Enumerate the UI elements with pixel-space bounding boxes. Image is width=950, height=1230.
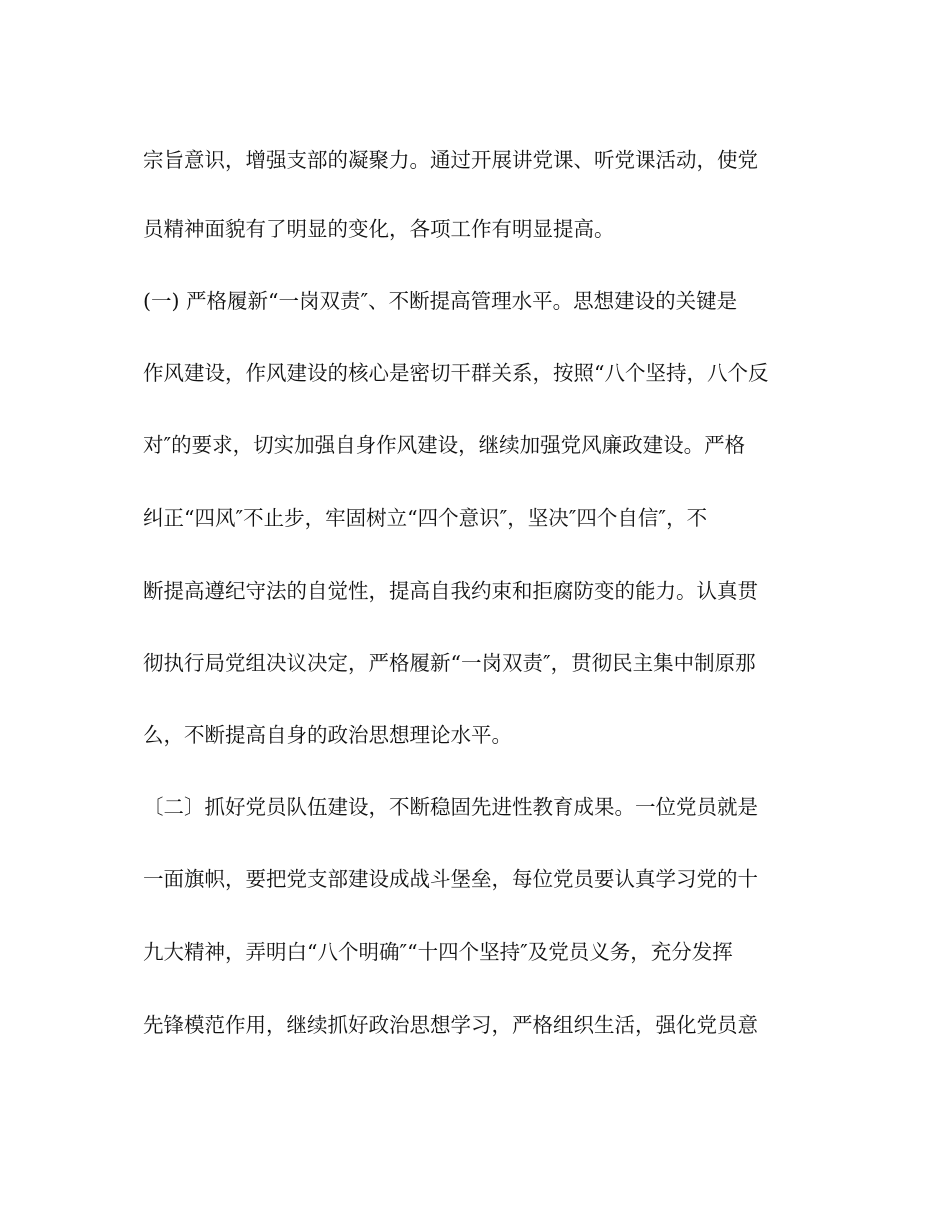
body-text-line: 作风建设，作风建设的核心是密切干群关系，按照“八个坚持，八个反: [143, 361, 769, 385]
body-text-line: 宗旨意识，增强支部的凝聚力。通过开展讲党课、听党课活动，使党: [143, 148, 758, 172]
section-heading-line: 〔二〕抓好党员队伍建设，不断稳固先进性教育成果。一位党员就是: [143, 795, 758, 819]
body-text-line: 九大精神，弄明白“八个明确″“十四个坚持″及党员义务，充分发挥: [143, 940, 733, 964]
body-text-line: 彻执行局党组决议决定，严格履新“一岗双责″，贯彻民主集中制原那: [143, 651, 756, 675]
body-text-line: 断提高遵纪守法的自觉性，提高自我约束和拒腐防变的能力。认真贯: [143, 579, 758, 603]
body-text-line: 对″的要求，切实加强自身作风建设，继续加强党风廉政建设。严格: [143, 433, 746, 457]
body-text-line: 纠正“四风″不止步，牢固树立“四个意识″，坚决″四个自信″，不: [143, 506, 708, 530]
body-text-line: 么，不断提高自身的政治思想理论水平。: [143, 723, 512, 747]
body-text-line: 员精神面貌有了明显的变化，各项工作有明显提高。: [143, 217, 615, 241]
section-heading-line: (一) 严格履新“一岗双责″、不断提高管理水平。思想建设的关键是: [143, 289, 738, 313]
body-text-line: 先锋模范作用，继续抓好政治思想学习，严格组织生活，强化党员意: [143, 1013, 758, 1037]
body-text-line: 一面旗帜，要把党支部建设成战斗堡垒，每位党员要认真学习党的十: [143, 867, 758, 891]
